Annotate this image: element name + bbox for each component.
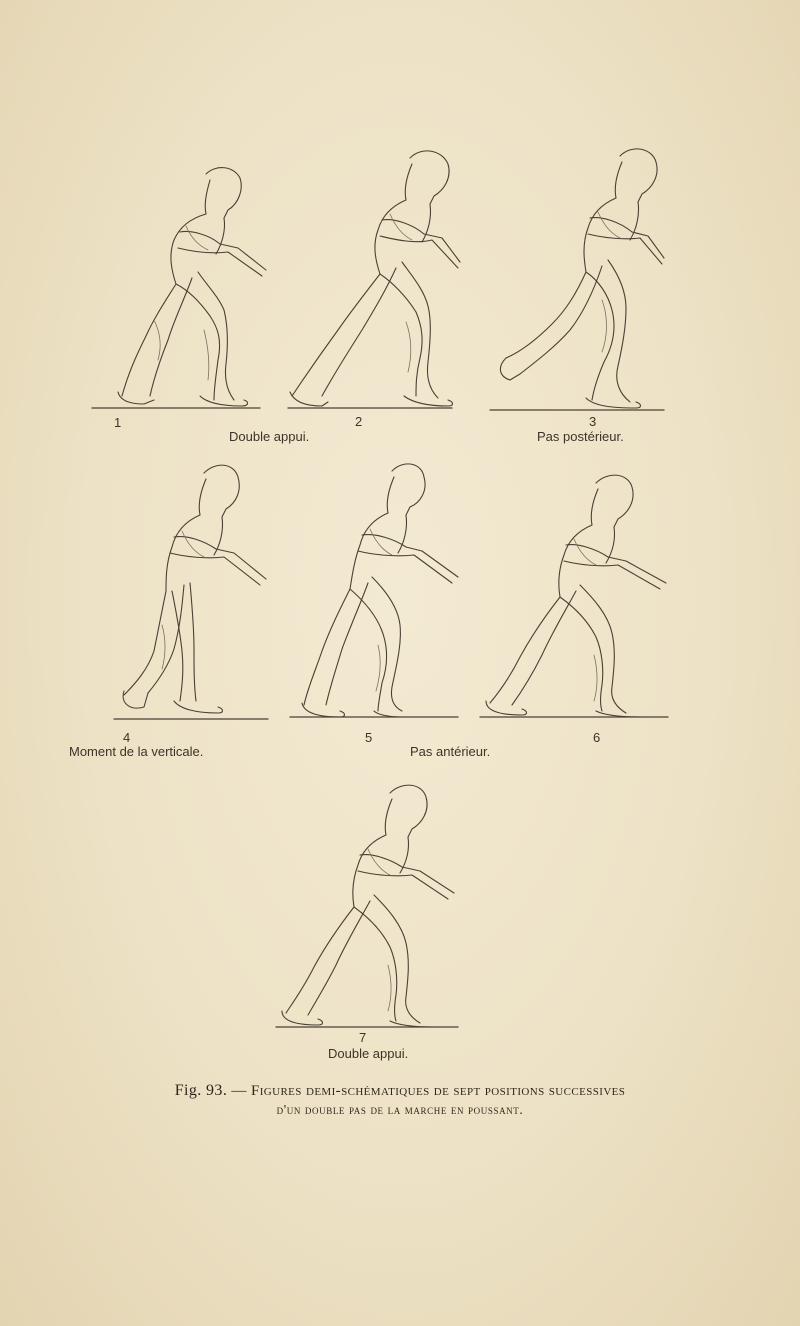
walking-figure-3	[490, 140, 670, 412]
walking-figure-4	[100, 455, 270, 723]
caption-dash: —	[231, 1083, 247, 1099]
walking-figure-5	[282, 455, 462, 720]
figure-number-1: 1	[114, 415, 122, 430]
figure-number-6: 6	[593, 730, 601, 745]
plate-caption-line-2: d'un double pas de la marche en poussant.	[276, 1102, 524, 1117]
walking-figure-7	[270, 775, 460, 1030]
figure-label: Fig. 93.	[174, 1082, 228, 1099]
figure-caption-7: Double appui.	[328, 1046, 409, 1061]
figure-caption-2: Double appui.	[229, 429, 310, 444]
walking-figure-2	[282, 140, 462, 412]
caption-line-1-text: Figures demi-schématiques de sept positions successives	[250, 1083, 626, 1099]
figure-caption-5: Pas antérieur.	[410, 744, 491, 759]
plate-caption	[0, 1082, 800, 1118]
figure-caption-4: Moment de la verticale.	[69, 744, 204, 759]
figure-number-7: 7	[359, 1030, 367, 1045]
plate-caption-line-1	[0, 1082, 800, 1100]
figure-number-4: 4	[123, 730, 131, 745]
walking-figure-1	[88, 160, 268, 412]
walking-figure-6	[470, 465, 670, 720]
figure-caption-3: Pas postérieur.	[537, 429, 624, 444]
figure-number-3: 3	[589, 414, 597, 429]
figure-number-5: 5	[365, 730, 373, 745]
figure-number-2: 2	[355, 414, 363, 429]
